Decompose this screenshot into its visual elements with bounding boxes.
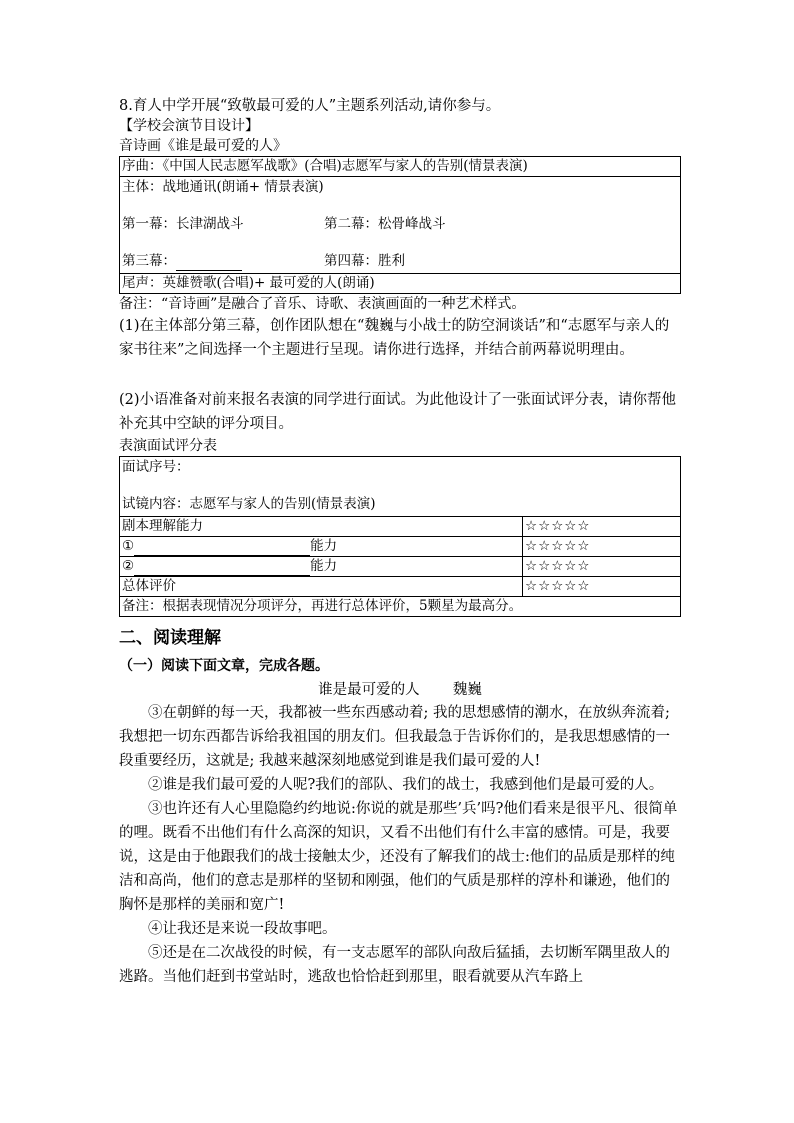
score-row xyxy=(120,577,681,597)
paragraph: ②谁是我们最可爱的人呢?我们的部队、我们的战士，我感到他们是最可爱的人。 xyxy=(148,777,664,793)
paragraph: ③在朝鲜的每一天，我都被一些东西感动着; 我的思想感情的潮水，在放纵奔流着; 我想把一切东西都告诉给我祖国的朋友们。但我最急于告诉你们的，是我思想感情的一段重要经历，这就是; 我越来越深刻地感觉到谁是我们最可爱的人! xyxy=(119,705,670,769)
acts-row-2 xyxy=(122,252,678,271)
sub-question-2: (2)小语准备对前来报名表演的同学进行面试。为此他设计了一张面试评分表，请你帮他补充其中空缺的评分项目。 xyxy=(119,392,677,432)
prelude-cell: 序曲：《中国人民志愿军战歌》(合唱)志愿军与家人的告别(情景表演) xyxy=(120,157,681,177)
score-item-blank-1: ① 能力 xyxy=(120,537,523,557)
score-row xyxy=(120,537,681,557)
score-item: 总体评价 xyxy=(120,577,523,597)
act-3: 第三幕： xyxy=(122,252,324,271)
main-cell xyxy=(120,177,681,274)
star-rating[interactable]: ☆☆☆☆☆ xyxy=(523,537,681,557)
audition-content: 试镜内容：志愿军与家人的告别(情景表演) xyxy=(122,496,376,512)
star-rating[interactable]: ☆☆☆☆☆ xyxy=(523,577,681,597)
item-blank-1[interactable] xyxy=(134,541,310,556)
page xyxy=(119,96,681,989)
program-note: 备注：“音诗画”是融合了音乐、诗歌、表演画面的一种艺术样式。 xyxy=(119,296,526,312)
act-4: 第四幕：胜利 xyxy=(324,253,405,269)
act-1: 第一幕：长津湖战斗 xyxy=(122,216,244,232)
sub-question-1: (1)在主体部分第三幕，创作团队想在“魏巍与小战士的防空洞谈话”和“志愿军与亲人的家书往来”之间选择一个主题进行呈现。请你进行选择，并结合前两幕说明理由。 xyxy=(119,318,670,358)
interview-seq: 面试序号： xyxy=(122,459,190,475)
program-title: 音诗画《谁是最可爱的人》 xyxy=(119,138,287,154)
score-note: 备注：根据表现情况分项评分，再进行总体评价，5颗星为最高分。 xyxy=(120,597,681,617)
star-rating[interactable]: ☆☆☆☆☆ xyxy=(523,557,681,577)
finale-cell: 尾声：英雄赞歌(合唱)+ 最可爱的人(朗诵) xyxy=(120,274,681,294)
paragraph: ④让我还是来说一段故事吧。 xyxy=(148,921,337,937)
section-label: 【学校会演节目设计】 xyxy=(119,118,259,134)
article-author: 魏巍 xyxy=(452,682,482,698)
score-item: 剧本理解能力 xyxy=(120,517,523,537)
paragraph: ③也许还有人心里隐隐约约地说:你说的就是那些’兵’吗?他们看来是很平凡、很简单的哩。既看不出他们有什么高深的知识，又看不出他们有什么丰富的感情。可是，我要说，这是由于他跟我们的战士接触太少，还没有了解我们的战士:他们的品质是那样的纯洁和高尚，他们的意志是那样的坚韧和刚强，他们的气质是那样的淳朴和谦逊，他们的胸怀是那样的美丽和宽广! xyxy=(119,801,678,913)
main-line: 主体：战地通讯(朗诵+ 情景表演) xyxy=(122,179,324,195)
program-table xyxy=(119,156,681,294)
reading-sub-title: （一）阅读下面文章，完成各题。 xyxy=(119,658,329,674)
score-row xyxy=(120,557,681,577)
score-item-blank-2: ② 能力 xyxy=(120,557,523,577)
act-3-blank[interactable] xyxy=(176,256,242,271)
act-2: 第二幕：松骨峰战斗 xyxy=(324,216,446,232)
star-rating[interactable]: ☆☆☆☆☆ xyxy=(523,517,681,537)
acts-row-1 xyxy=(122,215,678,234)
score-table-title: 表演面试评分表 xyxy=(119,438,217,454)
item-blank-2[interactable] xyxy=(134,561,310,576)
score-header-cell xyxy=(120,457,681,517)
paragraph: ⑤还是在二次战役的时候，有一支志愿军的部队向敌后猛插，去切断军隅里敌人的逃路。当他们赶到书堂站时，逃敌也恰恰赶到那里，眼看就要从汽车路上 xyxy=(119,945,670,985)
article-title: 谁是最可爱的人 xyxy=(318,682,420,698)
score-table xyxy=(119,456,681,617)
question-title: 8.育人中学开展“致敬最可爱的人”主题系列活动,请你参与。 xyxy=(119,98,501,114)
article-title-line xyxy=(119,679,681,701)
score-row xyxy=(120,517,681,537)
section-title: 二、阅读理解 xyxy=(119,628,221,648)
